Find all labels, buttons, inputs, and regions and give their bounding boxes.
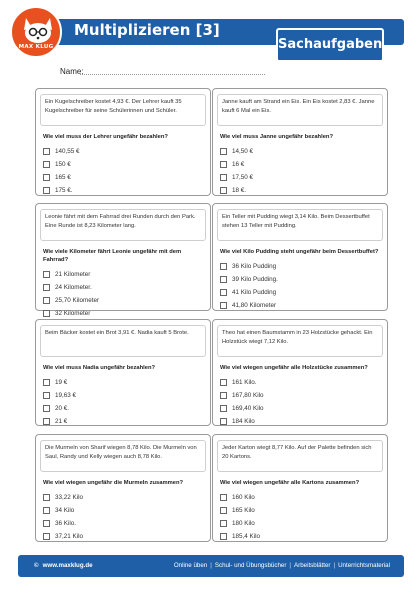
answer-checkbox[interactable]	[220, 187, 227, 194]
answer-checkbox[interactable]	[43, 418, 50, 425]
answer-option[interactable]	[220, 184, 380, 197]
footer-links	[174, 562, 390, 569]
footer	[18, 555, 404, 577]
answer-checkbox[interactable]	[220, 520, 227, 527]
answer-checkbox[interactable]	[220, 161, 227, 168]
maxklug-logo[interactable]	[10, 6, 62, 58]
answer-checkbox[interactable]	[220, 276, 227, 283]
task-card	[212, 88, 388, 196]
answer-option[interactable]	[43, 504, 203, 517]
answer-label: 185,4 Kilo	[232, 533, 261, 540]
answer-checkbox[interactable]	[43, 297, 50, 304]
answer-checkbox[interactable]	[43, 520, 50, 527]
answer-label: 165 Kilo	[232, 507, 255, 514]
footer-separator: |	[333, 562, 336, 569]
answer-option[interactable]	[43, 158, 203, 171]
footer-link-material[interactable]: Unterrichtsmaterial	[338, 562, 390, 569]
answer-checkbox[interactable]	[220, 392, 227, 399]
answer-label: 33,22 Kilo	[55, 494, 84, 501]
answer-option[interactable]	[220, 171, 380, 184]
task-question: Wie viel wiegen ungefähr alle Kartons zusammen?	[220, 480, 360, 486]
answer-label: 18 €.	[232, 187, 247, 194]
footer-link-online[interactable]: Online üben	[173, 562, 208, 569]
answer-option[interactable]	[220, 504, 380, 517]
answer-label: 16 €	[232, 161, 245, 168]
answer-option[interactable]	[43, 402, 203, 415]
answer-checkbox[interactable]	[220, 418, 227, 425]
fox-icon	[12, 8, 62, 58]
answer-checkbox[interactable]	[43, 379, 50, 386]
answer-options	[213, 145, 387, 197]
answer-label: 36 Kilo.	[55, 520, 77, 527]
answer-label: 14,50 €	[232, 148, 254, 155]
answer-checkbox[interactable]	[220, 379, 227, 386]
footer-separator: |	[210, 562, 212, 569]
answer-option[interactable]	[43, 491, 203, 504]
answer-option[interactable]	[43, 415, 203, 428]
footer-website[interactable]	[34, 562, 93, 569]
answer-label: 140,55 €	[55, 148, 80, 155]
answer-option[interactable]	[43, 376, 203, 389]
task-card	[212, 434, 388, 542]
task-question: Wie viel wiegen ungefähr die Murmeln zusammen?	[43, 480, 184, 486]
task-text: Jeder Karton wiegt 8,77 Kilo. Auf der Palette befinden sich 20 Kartons.	[217, 440, 383, 472]
answer-option[interactable]	[220, 415, 380, 428]
answer-options	[213, 376, 387, 428]
answer-options	[213, 260, 387, 312]
answer-option[interactable]	[43, 281, 203, 294]
task-question: Wie viel muss Nadia ungefähr bezahlen?	[43, 365, 156, 371]
answer-option[interactable]	[220, 491, 380, 504]
answer-option[interactable]	[220, 260, 380, 273]
name-label: Name:	[60, 67, 84, 76]
answer-label: 184 Kilo	[232, 418, 255, 425]
task-question: Wie viel muss der Lehrer ungefähr bezahlen?	[43, 134, 168, 140]
answer-label: 32 Kilometer	[55, 310, 91, 317]
answer-label: 165 €	[55, 174, 71, 181]
answer-checkbox[interactable]	[220, 148, 227, 155]
answer-checkbox[interactable]	[220, 289, 227, 296]
answer-checkbox[interactable]	[43, 161, 50, 168]
task-card	[35, 88, 211, 196]
task-card	[35, 434, 211, 542]
answer-label: 150 €	[55, 161, 71, 168]
answer-checkbox[interactable]	[220, 302, 227, 309]
answer-checkbox[interactable]	[220, 494, 227, 501]
answer-options	[36, 145, 210, 197]
answer-checkbox[interactable]	[43, 148, 50, 155]
answer-checkbox[interactable]	[220, 263, 227, 270]
answer-option[interactable]	[43, 389, 203, 402]
answer-option[interactable]	[43, 145, 203, 158]
task-card	[35, 319, 211, 426]
answer-checkbox[interactable]	[43, 187, 50, 194]
answer-option[interactable]	[43, 530, 203, 543]
answer-label: 21 €	[55, 418, 68, 425]
answer-option[interactable]	[43, 517, 203, 530]
answer-label: 36 Kilo Pudding	[232, 263, 277, 270]
answer-option[interactable]	[43, 268, 203, 281]
answer-option[interactable]	[220, 530, 380, 543]
task-question: Wie viel muss Janne ungefähr bezahlen?	[220, 134, 334, 140]
answer-checkbox[interactable]	[43, 405, 50, 412]
answer-label: 24 Kilometer.	[55, 284, 92, 291]
answer-label: 25,70 Kilometer	[55, 297, 100, 304]
answer-option[interactable]	[220, 517, 380, 530]
answer-option[interactable]	[220, 145, 380, 158]
task-question: Wie viel wiegen ungefähr alle Holzstücke zusammen?	[220, 365, 368, 371]
category-badge: Sachaufgaben	[276, 28, 384, 62]
answer-checkbox[interactable]	[43, 271, 50, 278]
answer-label: 39 Kilo Pudding.	[232, 276, 278, 283]
answer-label: 41 Kilo Pudding	[232, 289, 277, 296]
task-text: Leonie fährt mit dem Fahrrad drei Runden durch den Park. Eine Runde ist 8,23 Kilometer lang.	[40, 209, 206, 241]
task-question: Wie viel Kilo Pudding steht ungefähr beim Dessertbuffet?	[220, 249, 379, 255]
task-text: Ein Kugelschreiber kostet 4,93 €. Der Lehrer kauft 35 Kugelschreiber für seine Schülerinnen und Schüler.	[40, 94, 206, 126]
task-text: Theo hat einen Baumstamm in 23 Holzstücke gehackt. Ein Holzstück wiegt 7,12 Kilo.	[217, 325, 383, 357]
task-card	[212, 203, 388, 311]
task-text: Ein Teller mit Pudding wiegt 3,14 Kilo. Beim Dessertbuffet stehen 13 Teller mit Pudding.	[217, 209, 383, 241]
name-field-line[interactable]	[80, 74, 265, 75]
answer-checkbox[interactable]	[220, 174, 227, 181]
answer-option[interactable]	[220, 389, 380, 402]
answer-option[interactable]	[220, 299, 380, 312]
answer-label: 19 €	[55, 379, 68, 386]
answer-label: 161 Kilo.	[232, 379, 257, 386]
answer-option[interactable]	[220, 286, 380, 299]
task-text: Janne kauft am Strand ein Eis. Ein Eis kostet 2,83 €. Janne kauft 6 Mal ein Eis.	[217, 94, 383, 126]
answer-label: 21 Kilometer	[55, 271, 91, 278]
answer-options	[36, 376, 210, 428]
header	[0, 0, 420, 62]
answer-options	[213, 491, 387, 543]
answer-label: 169,40 Kilo	[232, 405, 264, 412]
answer-option[interactable]	[220, 273, 380, 286]
footer-url[interactable]: www.maxklug.de	[42, 562, 93, 569]
answer-option[interactable]	[43, 294, 203, 307]
answer-label: 37,21 Kilo	[55, 533, 84, 540]
answer-option[interactable]	[43, 184, 203, 197]
answer-label: 17,50 €	[232, 174, 254, 181]
answer-label: 175 €.	[55, 187, 73, 194]
task-card	[35, 203, 211, 317]
answer-label: 20 €.	[55, 405, 70, 412]
answer-checkbox[interactable]	[43, 174, 50, 181]
answer-label: 41,80 Kilometer	[232, 302, 277, 309]
answer-label: 34 Kilo	[55, 507, 75, 514]
answer-label: 167,80 Kilo	[232, 392, 264, 399]
answer-options	[36, 268, 210, 320]
answer-checkbox[interactable]	[43, 533, 50, 540]
answer-option[interactable]	[220, 158, 380, 171]
footer-separator: |	[289, 562, 291, 569]
task-question: Wie viele Kilometer fährt Leonie ungefähr mit dem Fahrrad?	[43, 249, 182, 263]
answer-option[interactable]	[220, 402, 380, 415]
answer-label: 160 Kilo	[232, 494, 255, 501]
answer-label: 19,63 €	[55, 392, 77, 399]
task-text: Beim Bäcker kostet ein Brot 3,91 €. Nadia kauft 5 Brote.	[40, 325, 206, 357]
answer-checkbox[interactable]	[220, 533, 227, 540]
answer-checkbox[interactable]	[43, 284, 50, 291]
task-text: Die Murmeln von Sharif wiegen 8,78 Kilo. Die Murmeln von Saul, Randy und Kelly wiegen auch 8,78 Kilo.	[40, 440, 206, 472]
answer-checkbox[interactable]	[43, 310, 50, 317]
answer-checkbox[interactable]	[220, 405, 227, 412]
page-title: Multiplizieren [3]	[74, 21, 220, 39]
copyright-symbol: ©	[34, 562, 39, 569]
answer-checkbox[interactable]	[43, 392, 50, 399]
answer-options	[36, 491, 210, 543]
footer-link-worksheets[interactable]: Arbeitsblätter	[294, 562, 331, 569]
answer-checkbox[interactable]	[43, 494, 50, 501]
task-card	[212, 319, 388, 426]
logo-text: MAX KLUG	[18, 44, 54, 50]
answer-checkbox[interactable]	[220, 507, 227, 514]
answer-option[interactable]	[220, 376, 380, 389]
answer-checkbox[interactable]	[43, 507, 50, 514]
answer-option[interactable]	[43, 171, 203, 184]
answer-label: 180 Kilo	[232, 520, 255, 527]
footer-link-books[interactable]: Schul- und Übungsbücher	[214, 562, 287, 569]
